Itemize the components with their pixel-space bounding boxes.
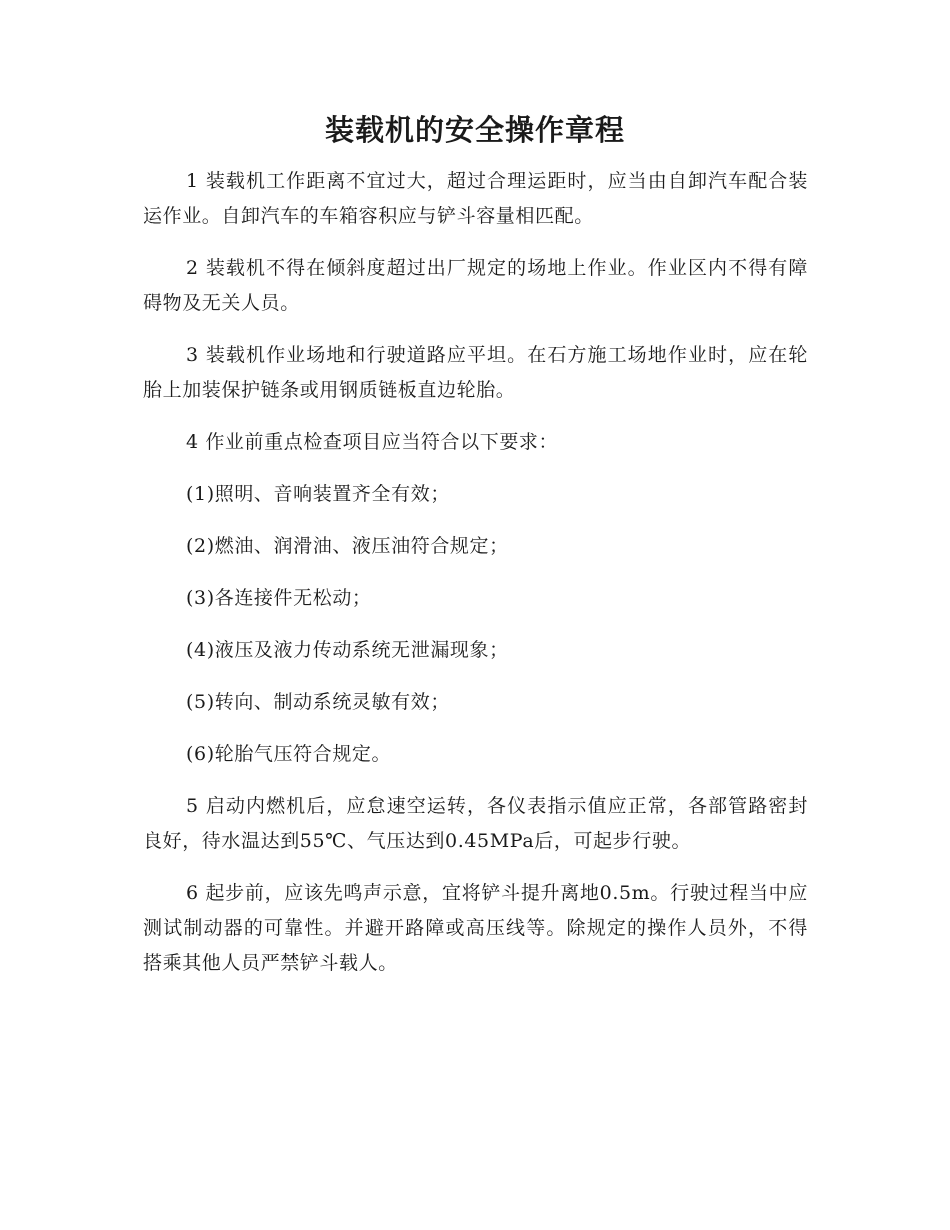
paragraph-3: 3 装载机作业场地和行驶道路应平坦。在石方施工场地作业时，应在轮胎上加装保护链条或用钢质链板直边轮胎。	[143, 344, 808, 401]
paragraph-4: 4 作业前重点检查项目应当符合以下要求：	[186, 431, 559, 453]
paragraph-6: 6 起步前，应该先鸣声示意，宜将铲斗提升离地0.5m。行驶过程当中应测试制动器的可靠性。并避开路障或高压线等。除规定的操作人员外，不得搭乘其他人员严禁铲斗载人。	[143, 882, 808, 974]
list-item-2: (2)燃油、润滑油、液压油符合规定；	[186, 535, 509, 557]
paragraph-2: 2 装载机不得在倾斜度超过出厂规定的场地上作业。作业区内不得有障碍物及无关人员。	[143, 257, 808, 314]
list-item-5: (5)转向、制动系统灵敏有效；	[186, 691, 450, 713]
document-body	[143, 164, 808, 998]
list-item-3: (3)各连接件无松动；	[186, 587, 372, 609]
document-title: 装载机的安全操作章程	[324, 113, 625, 147]
list-item-1: (1)照明、音响装置齐全有效；	[186, 483, 450, 505]
paragraph-1: 1 装载机工作距离不宜过大，超过合理运距时，应当由自卸汽车配合装运作业。自卸汽车的车箱容积应与铲斗容量相匹配。	[143, 170, 808, 227]
paragraph-5: 5 启动内燃机后，应怠速空运转，各仪表指示值应正常，各部管路密封良好，待水温达到55℃、气压达到0.45MPa后，可起步行驶。	[143, 795, 808, 852]
list-item-4: (4)液压及液力传动系统无泄漏现象；	[186, 639, 509, 661]
list-item-6: (6)轮胎气压符合规定。	[186, 743, 392, 765]
